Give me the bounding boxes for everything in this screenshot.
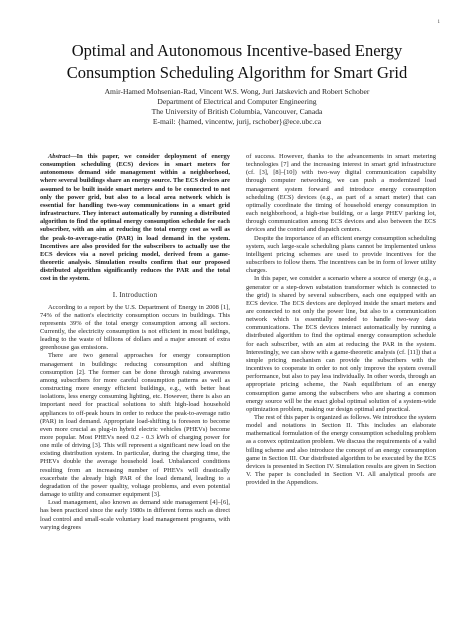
- title-line-1: Optimal and Autonomous Incentive-based Energy: [71, 41, 403, 60]
- right-paragraph-3: In this paper, we consider a scenario where a source of energy (e.g., a generator or a step-down substation transformer which is connected to the grid) is shared by several subscribers, each one equipped with an ECS device. The ECS devices are deployed inside the smart meters and are connected to not only the power line, but also to a communication network which is essentially needed to handle two-way data communications. The ECS devices interact automatically by running a distributed algorithm to find the optimal energy consumption schedule for each subscriber, with an aim at reducing the PAR in the system. Interestingly, we can show with a game-theoretic analysis (cf. [11]) that a simple pricing mechanism can provide the subscribers with the incentives to cooperate in order to not only improve the system overall performance, but also to pay less individually. In other words, through an appropriate pricing scheme, the Nash equilibrium of an energy consumption game among the subscribers who are sharing a common energy source will be the exact global optimal solution of a system-wide optimization problem, making our design optimal and practical.: [246, 275, 436, 413]
- author-university: The University of British Columbia, Vancouver, Canada: [151, 107, 323, 116]
- section-heading-introduction: I. Introduction: [112, 290, 158, 299]
- author-block: [20, 87, 454, 127]
- intro-paragraph-1: According to a report by the U.S. Department of Energy in 2008 [1], 74% of the nation's electricity consumption occurs in buildings. This represents 39% of the total energy consumption among all sectors. Currently, the electricity consumption is not efficient in most buildings, leading to the waste of billions of dollars and a major amount of extra greenhouse gas emissions.: [40, 303, 230, 352]
- abstract-label: Abstract: [48, 153, 71, 160]
- left-column: [40, 153, 230, 532]
- author-department: Department of Electrical and Computer Engineering: [157, 97, 317, 106]
- right-paragraph-1: of success. However, thanks to the advancements in smart metering technologies [7] and the increasing interest in smart grid infrastructure (cf. [3], [8]–[10]) with two-way digital communication capability through computer networking, we can push a modernized load management system forward and introduce energy consumption scheduling (ECS) devices (e.g., as part of a smart meter) that can optimally coordinate the timing of household energy consumption in each neighborhood, a high-rise building, or a large PHEV parking lot, through communication among ECS devices and also between the ECS devices and the control and dispatch centers.: [246, 153, 436, 234]
- paper-title: [20, 40, 454, 84]
- right-column: [246, 153, 436, 487]
- intro-paragraph-2: There are two general approaches for energy consumption management in buildings: reducing consumption and shifting consumption [2]. The former can be done through raising awareness among subscribers for more careful consumption patterns as well as constructing more energy efficient buildings, e.g., with better heat isolations, less energy consuming lighting, etc. However, there is also an important need for practical solutions to shift high-load household appliances to off-peak hours in order to reduce the peak-to-average ratio (PAR) in load demand. Appropriate load-shifting is foreseen to become even more crucial as plug-in hybrid electric vehicles (PHEVs) become more popular. Most PHEVs need 0.2 - 0.3 kWh of charging power for one mile of driving [3]. This will represent a significant new load on the existing distribution system. In particular, during the charging time, the PHEVs double the average household load. Unbalanced conditions resulting from an increasing number of PHEVs will drastically exacerbate the already high PAR of the load demand, leading to a degradation of the power quality, voltage problems, and even potential damage to utility and consumer equipment [3].: [40, 352, 230, 499]
- author-email: E-mail: {hamed, vincentw, jurij, rschober}@ece.ubc.ca: [152, 117, 322, 126]
- right-paragraph-4: The rest of this paper is organized as follows. We introduce the system model and notations in Section II. This includes an elaborate mathematical formulation of the energy consumption scheduling problem as a convex optimization problem. We discuss the requirements of a valid billing scheme and also introduce the concept of an energy consumption game in Section III. Our distributed algorithm to be executed by the ECS devices is presented in Section IV. Simulation results are given in Section V. The paper is concluded in Section VI. All analytical proofs are provided in the Appendices.: [246, 414, 436, 487]
- page-number: 1: [437, 20, 440, 25]
- abstract: [40, 153, 230, 284]
- abstract-text: —In this paper, we consider deployment of energy consumption scheduling (ECS) devices in smart meters for autonomous demand side management within a neighborhood, where several buildings share an energy source. The ECS devices are assumed to be built inside smart meters and to be connected to not only the power grid, but also to a local area network which is essential for handling two-way communications in a smart grid infrastructure. They interact automatically by running a distributed algorithm to find the optimal energy consumption schedule for each subscriber, with an aim at reducing the total energy cost as well as the peak-to-average-ratio (PAR) in load demand in the system. Incentives are also provided for the subscribers to actually use the ECS devices via a novel pricing model, derived from a game-theoretic analysis. Simulation results confirm that our proposed distributed algorithm significantly reduces the PAR and the total cost in the system.: [40, 153, 230, 283]
- author-names: Amir-Hamed Mohsenian-Rad, Vincent W.S. Wong, Juri Jatskevich and Robert Schober: [104, 87, 370, 96]
- intro-paragraph-3: Load management, also known as demand side management [4]–[6], has been practiced since the early 1980s in different forms such as direct load control and small-scale voluntary load management programs, with varying degrees: [40, 499, 230, 531]
- right-paragraph-2: Despite the importance of an efficient energy consumption scheduling system, such large-scale scheduling plans cannot be implemented unless intelligent pricing schemes are used to provide incentives for the subscribers to follow them. The incentives can be in form of lower utility charges.: [246, 234, 436, 275]
- title-line-2: Consumption Scheduling Algorithm for Smart Grid: [66, 63, 408, 82]
